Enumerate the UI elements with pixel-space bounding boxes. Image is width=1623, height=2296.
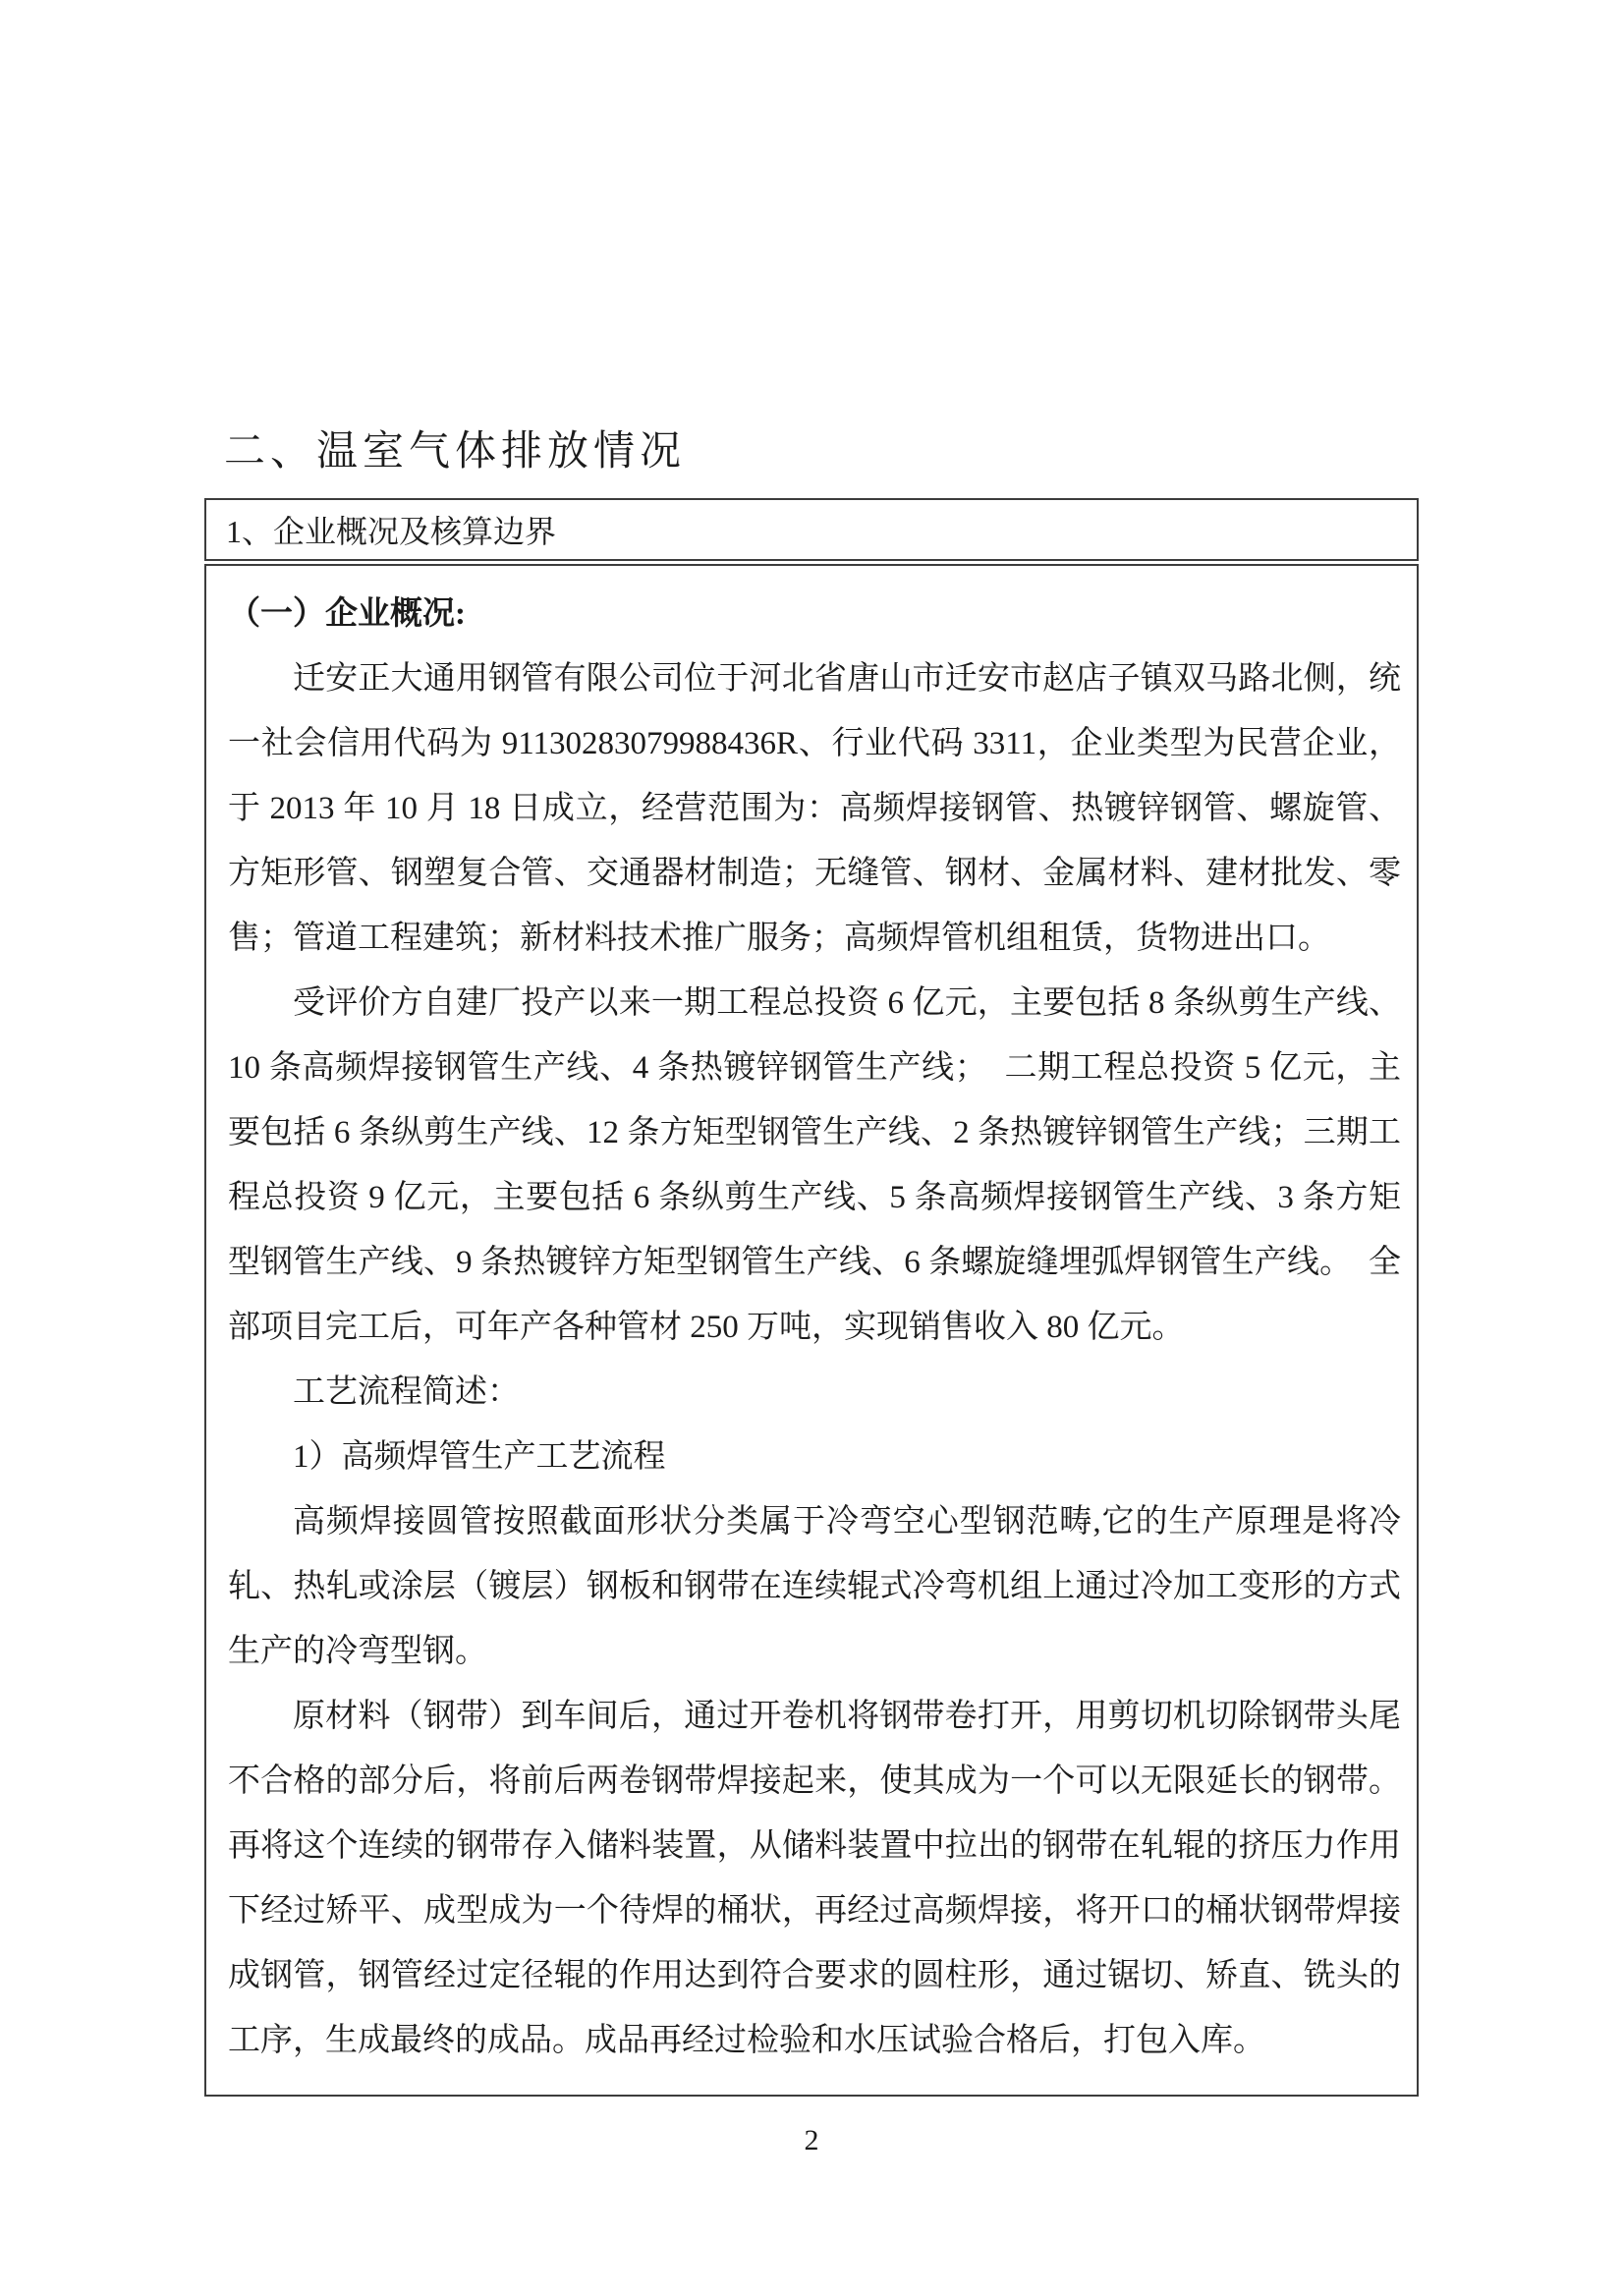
body-section-heading: （一）企业概况: — [228, 596, 466, 632]
body-paragraph: 迁安正大通用钢管有限公司位于河北省唐山市迁安市赵店子镇双马路北侧，统一社会信用代码为 91130283079988436R、行业代码 3311，企业类型为民营企业，于 2013 年 10 月 18 日成立，经营范围为：高频焊接钢管、热镀锌钢管、螺旋管、方矩形管、钢塑复合管、交通器材制造；无缝管、钢材、金属材料、建材批发、零售；管道工程建筑；新材料技术推广服务；高频焊管机组租赁，货物进出口。 — [228, 661, 1401, 956]
table-header-label: 1、企业概况及核算边界 — [226, 514, 557, 549]
section-title: 二、温室气体排放情况 — [224, 429, 687, 475]
body-paragraph: 原材料（钢带）到车间后，通过开卷机将钢带卷打开，用剪切机切除钢带头尾不合格的部分后，将前后两卷钢带焊接起来，使其成为一个可以无限延长的钢带。再将这个连续的钢带存入储料装置，从储料装置中拉出的钢带在轧辊的挤压力作用下经过矫平、成型成为一个待焊的桶状，再经过高频焊接，将开口的桶状钢带焊接成钢管，钢管经过定径辊的作用达到符合要求的圆柱形，通过锯切、矫直、铣头的工序，生成最终的成品。成品再经过检验和水压试验合格后，打包入库。 — [228, 1699, 1401, 2058]
body-paragraph: 受评价方自建厂投产以来一期工程总投资 6 亿元，主要包括 8 条纵剪生产线、10 条高频焊接钢管生产线、4 条热镀锌钢管生产线； 二期工程总投资 5 亿元，主要包括 6 条纵剪生产线、12 条方矩型钢管生产线、2 条热镀锌钢管生产线；三期工程总投资 9 亿元，主要包括 6 条纵剪生产线、5 条高频焊接钢管生产线、3 条方矩型钢管生产线、9 条热镀锌方矩型钢管生产线、6 条螺旋缝埋弧焊钢管生产线。 全部项目完工后，可年产各种管材 250 万吨，实现销售收入 80 亿元。 — [228, 985, 1401, 1345]
body-paragraph: 高频焊接圆管按照截面形状分类属于冷弯空心型钢范畴,它的生产原理是将冷轧、热轧或涂层（镀层）钢板和钢带在连续辊式冷弯机组上通过冷加工变形的方式生产的冷弯型钢。 — [228, 1504, 1401, 1669]
body-paragraph: 工艺流程简述： — [293, 1374, 520, 1410]
overview-table — [204, 498, 1419, 2097]
page-number: 2 — [804, 2124, 819, 2156]
table-body-cell — [204, 564, 1419, 2097]
body-paragraph: 1）高频焊管生产工艺流程 — [293, 1439, 666, 1475]
table-header-row — [204, 498, 1419, 561]
